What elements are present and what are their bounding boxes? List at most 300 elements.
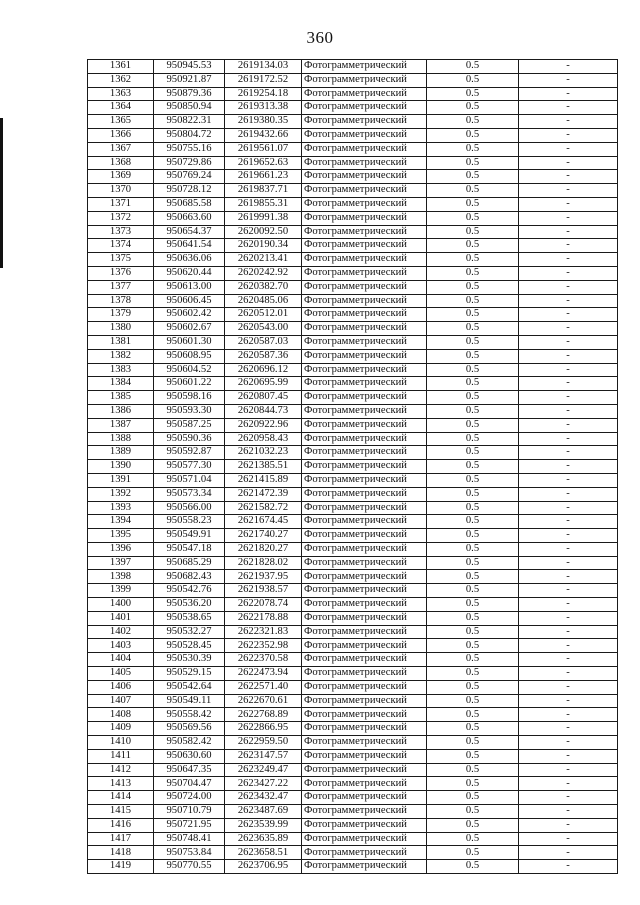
x-coordinate-cell: 950704.47 bbox=[154, 777, 225, 791]
table-row bbox=[88, 266, 618, 280]
accuracy-cell: 0.5 bbox=[427, 73, 519, 87]
note-cell: - bbox=[519, 611, 618, 625]
point-number-cell: 1380 bbox=[88, 322, 154, 336]
method-cell: Фотограмметрический bbox=[302, 763, 427, 777]
method-cell: Фотограмметрический bbox=[302, 860, 427, 874]
table-row bbox=[88, 335, 618, 349]
point-number-cell: 1403 bbox=[88, 639, 154, 653]
x-coordinate-cell: 950945.53 bbox=[154, 60, 225, 74]
accuracy-cell: 0.5 bbox=[427, 736, 519, 750]
note-cell: - bbox=[519, 542, 618, 556]
table-row bbox=[88, 156, 618, 170]
y-coordinate-cell: 2622768.89 bbox=[225, 708, 302, 722]
method-cell: Фотограмметрический bbox=[302, 142, 427, 156]
x-coordinate-cell: 950592.87 bbox=[154, 446, 225, 460]
note-cell: - bbox=[519, 598, 618, 612]
point-number-cell: 1401 bbox=[88, 611, 154, 625]
method-cell: Фотограмметрический bbox=[302, 556, 427, 570]
table-row bbox=[88, 73, 618, 87]
x-coordinate-cell: 950685.29 bbox=[154, 556, 225, 570]
point-number-cell: 1374 bbox=[88, 239, 154, 253]
point-number-cell: 1406 bbox=[88, 680, 154, 694]
y-coordinate-cell: 2620213.41 bbox=[225, 253, 302, 267]
y-coordinate-cell: 2623539.99 bbox=[225, 818, 302, 832]
accuracy-cell: 0.5 bbox=[427, 101, 519, 115]
accuracy-cell: 0.5 bbox=[427, 432, 519, 446]
table-row bbox=[88, 763, 618, 777]
method-cell: Фотограмметрический bbox=[302, 653, 427, 667]
y-coordinate-cell: 2621938.57 bbox=[225, 584, 302, 598]
x-coordinate-cell: 950542.64 bbox=[154, 680, 225, 694]
table-row bbox=[88, 170, 618, 184]
y-coordinate-cell: 2619380.35 bbox=[225, 115, 302, 129]
x-coordinate-cell: 950601.30 bbox=[154, 335, 225, 349]
point-number-cell: 1419 bbox=[88, 860, 154, 874]
x-coordinate-cell: 950549.11 bbox=[154, 694, 225, 708]
y-coordinate-cell: 2620695.99 bbox=[225, 377, 302, 391]
method-cell: Фотограмметрический bbox=[302, 280, 427, 294]
note-cell: - bbox=[519, 253, 618, 267]
method-cell: Фотограмметрический bbox=[302, 253, 427, 267]
x-coordinate-cell: 950582.42 bbox=[154, 736, 225, 750]
method-cell: Фотограмметрический bbox=[302, 542, 427, 556]
table-row bbox=[88, 777, 618, 791]
y-coordinate-cell: 2621582.72 bbox=[225, 501, 302, 515]
point-number-cell: 1366 bbox=[88, 128, 154, 142]
note-cell: - bbox=[519, 239, 618, 253]
accuracy-cell: 0.5 bbox=[427, 529, 519, 543]
note-cell: - bbox=[519, 818, 618, 832]
table-row bbox=[88, 680, 618, 694]
x-coordinate-cell: 950682.43 bbox=[154, 570, 225, 584]
point-number-cell: 1389 bbox=[88, 446, 154, 460]
accuracy-cell: 0.5 bbox=[427, 515, 519, 529]
x-coordinate-cell: 950663.60 bbox=[154, 211, 225, 225]
y-coordinate-cell: 2623658.51 bbox=[225, 846, 302, 860]
table-row bbox=[88, 708, 618, 722]
point-number-cell: 1407 bbox=[88, 694, 154, 708]
x-coordinate-cell: 950620.44 bbox=[154, 266, 225, 280]
note-cell: - bbox=[519, 322, 618, 336]
x-coordinate-cell: 950641.54 bbox=[154, 239, 225, 253]
y-coordinate-cell: 2619661.23 bbox=[225, 170, 302, 184]
table-row bbox=[88, 749, 618, 763]
y-coordinate-cell: 2621740.27 bbox=[225, 529, 302, 543]
method-cell: Фотограмметрический bbox=[302, 432, 427, 446]
method-cell: Фотограмметрический bbox=[302, 791, 427, 805]
accuracy-cell: 0.5 bbox=[427, 239, 519, 253]
accuracy-cell: 0.5 bbox=[427, 763, 519, 777]
accuracy-cell: 0.5 bbox=[427, 280, 519, 294]
page-number: 360 bbox=[306, 28, 334, 47]
method-cell: Фотограмметрический bbox=[302, 694, 427, 708]
x-coordinate-cell: 950647.35 bbox=[154, 763, 225, 777]
table-row bbox=[88, 404, 618, 418]
x-coordinate-cell: 950590.36 bbox=[154, 432, 225, 446]
accuracy-cell: 0.5 bbox=[427, 584, 519, 598]
table-row bbox=[88, 473, 618, 487]
table-row bbox=[88, 542, 618, 556]
point-number-cell: 1371 bbox=[88, 197, 154, 211]
x-coordinate-cell: 950654.37 bbox=[154, 225, 225, 239]
y-coordinate-cell: 2621415.89 bbox=[225, 473, 302, 487]
x-coordinate-cell: 950748.41 bbox=[154, 832, 225, 846]
accuracy-cell: 0.5 bbox=[427, 791, 519, 805]
table-row bbox=[88, 377, 618, 391]
accuracy-cell: 0.5 bbox=[427, 598, 519, 612]
table-row bbox=[88, 818, 618, 832]
x-coordinate-cell: 950529.15 bbox=[154, 667, 225, 681]
note-cell: - bbox=[519, 805, 618, 819]
note-cell: - bbox=[519, 432, 618, 446]
table-row bbox=[88, 211, 618, 225]
point-number-cell: 1363 bbox=[88, 87, 154, 101]
y-coordinate-cell: 2621472.39 bbox=[225, 487, 302, 501]
x-coordinate-cell: 950630.60 bbox=[154, 749, 225, 763]
coordinates-table bbox=[87, 59, 618, 874]
point-number-cell: 1394 bbox=[88, 515, 154, 529]
y-coordinate-cell: 2620922.96 bbox=[225, 418, 302, 432]
table-row bbox=[88, 391, 618, 405]
method-cell: Фотограмметрический bbox=[302, 170, 427, 184]
point-number-cell: 1370 bbox=[88, 184, 154, 198]
table-row bbox=[88, 611, 618, 625]
x-coordinate-cell: 950547.18 bbox=[154, 542, 225, 556]
table-row bbox=[88, 322, 618, 336]
y-coordinate-cell: 2622352.98 bbox=[225, 639, 302, 653]
note-cell: - bbox=[519, 860, 618, 874]
accuracy-cell: 0.5 bbox=[427, 363, 519, 377]
method-cell: Фотограмметрический bbox=[302, 101, 427, 115]
method-cell: Фотограмметрический bbox=[302, 639, 427, 653]
accuracy-cell: 0.5 bbox=[427, 156, 519, 170]
accuracy-cell: 0.5 bbox=[427, 225, 519, 239]
note-cell: - bbox=[519, 60, 618, 74]
y-coordinate-cell: 2621674.45 bbox=[225, 515, 302, 529]
y-coordinate-cell: 2619432.66 bbox=[225, 128, 302, 142]
y-coordinate-cell: 2623706.95 bbox=[225, 860, 302, 874]
method-cell: Фотограмметрический bbox=[302, 377, 427, 391]
point-number-cell: 1381 bbox=[88, 335, 154, 349]
table-row bbox=[88, 846, 618, 860]
note-cell: - bbox=[519, 529, 618, 543]
table-row bbox=[88, 184, 618, 198]
y-coordinate-cell: 2622866.95 bbox=[225, 722, 302, 736]
y-coordinate-cell: 2619652.63 bbox=[225, 156, 302, 170]
y-coordinate-cell: 2621937.95 bbox=[225, 570, 302, 584]
method-cell: Фотограмметрический bbox=[302, 363, 427, 377]
accuracy-cell: 0.5 bbox=[427, 266, 519, 280]
accuracy-cell: 0.5 bbox=[427, 556, 519, 570]
note-cell: - bbox=[519, 570, 618, 584]
x-coordinate-cell: 950602.42 bbox=[154, 308, 225, 322]
accuracy-cell: 0.5 bbox=[427, 749, 519, 763]
table-row bbox=[88, 722, 618, 736]
point-number-cell: 1378 bbox=[88, 294, 154, 308]
point-number-cell: 1405 bbox=[88, 667, 154, 681]
method-cell: Фотограмметрический bbox=[302, 625, 427, 639]
point-number-cell: 1372 bbox=[88, 211, 154, 225]
y-coordinate-cell: 2620543.00 bbox=[225, 322, 302, 336]
x-coordinate-cell: 950598.16 bbox=[154, 391, 225, 405]
accuracy-cell: 0.5 bbox=[427, 322, 519, 336]
x-coordinate-cell: 950569.56 bbox=[154, 722, 225, 736]
note-cell: - bbox=[519, 280, 618, 294]
point-number-cell: 1404 bbox=[88, 653, 154, 667]
x-coordinate-cell: 950822.31 bbox=[154, 115, 225, 129]
accuracy-cell: 0.5 bbox=[427, 805, 519, 819]
method-cell: Фотограмметрический bbox=[302, 611, 427, 625]
x-coordinate-cell: 950606.45 bbox=[154, 294, 225, 308]
table-row bbox=[88, 805, 618, 819]
y-coordinate-cell: 2620092.50 bbox=[225, 225, 302, 239]
point-number-cell: 1388 bbox=[88, 432, 154, 446]
table-row bbox=[88, 87, 618, 101]
point-number-cell: 1368 bbox=[88, 156, 154, 170]
accuracy-cell: 0.5 bbox=[427, 404, 519, 418]
y-coordinate-cell: 2619837.71 bbox=[225, 184, 302, 198]
table-row bbox=[88, 556, 618, 570]
y-coordinate-cell: 2620190.34 bbox=[225, 239, 302, 253]
y-coordinate-cell: 2622670.61 bbox=[225, 694, 302, 708]
y-coordinate-cell: 2619991.38 bbox=[225, 211, 302, 225]
note-cell: - bbox=[519, 225, 618, 239]
accuracy-cell: 0.5 bbox=[427, 142, 519, 156]
note-cell: - bbox=[519, 294, 618, 308]
accuracy-cell: 0.5 bbox=[427, 60, 519, 74]
table-row bbox=[88, 115, 618, 129]
point-number-cell: 1373 bbox=[88, 225, 154, 239]
accuracy-cell: 0.5 bbox=[427, 184, 519, 198]
table-row bbox=[88, 446, 618, 460]
x-coordinate-cell: 950636.06 bbox=[154, 253, 225, 267]
point-number-cell: 1398 bbox=[88, 570, 154, 584]
note-cell: - bbox=[519, 473, 618, 487]
note-cell: - bbox=[519, 418, 618, 432]
x-coordinate-cell: 950558.23 bbox=[154, 515, 225, 529]
note-cell: - bbox=[519, 501, 618, 515]
y-coordinate-cell: 2622078.74 bbox=[225, 598, 302, 612]
table-row bbox=[88, 308, 618, 322]
accuracy-cell: 0.5 bbox=[427, 391, 519, 405]
table-row bbox=[88, 225, 618, 239]
note-cell: - bbox=[519, 197, 618, 211]
note-cell: - bbox=[519, 404, 618, 418]
point-number-cell: 1390 bbox=[88, 460, 154, 474]
note-cell: - bbox=[519, 625, 618, 639]
point-number-cell: 1417 bbox=[88, 832, 154, 846]
x-coordinate-cell: 950608.95 bbox=[154, 349, 225, 363]
x-coordinate-cell: 950577.30 bbox=[154, 460, 225, 474]
method-cell: Фотограмметрический bbox=[302, 115, 427, 129]
y-coordinate-cell: 2620844.73 bbox=[225, 404, 302, 418]
note-cell: - bbox=[519, 763, 618, 777]
table-row bbox=[88, 253, 618, 267]
y-coordinate-cell: 2623147.57 bbox=[225, 749, 302, 763]
point-number-cell: 1400 bbox=[88, 598, 154, 612]
y-coordinate-cell: 2619254.18 bbox=[225, 87, 302, 101]
accuracy-cell: 0.5 bbox=[427, 667, 519, 681]
method-cell: Фотограмметрический bbox=[302, 266, 427, 280]
y-coordinate-cell: 2623427.22 bbox=[225, 777, 302, 791]
point-number-cell: 1367 bbox=[88, 142, 154, 156]
method-cell: Фотограмметрический bbox=[302, 473, 427, 487]
point-number-cell: 1410 bbox=[88, 736, 154, 750]
note-cell: - bbox=[519, 335, 618, 349]
accuracy-cell: 0.5 bbox=[427, 253, 519, 267]
accuracy-cell: 0.5 bbox=[427, 680, 519, 694]
note-cell: - bbox=[519, 377, 618, 391]
note-cell: - bbox=[519, 832, 618, 846]
point-number-cell: 1408 bbox=[88, 708, 154, 722]
method-cell: Фотограмметрический bbox=[302, 294, 427, 308]
accuracy-cell: 0.5 bbox=[427, 501, 519, 515]
y-coordinate-cell: 2620807.45 bbox=[225, 391, 302, 405]
method-cell: Фотограмметрический bbox=[302, 184, 427, 198]
method-cell: Фотограмметрический bbox=[302, 446, 427, 460]
method-cell: Фотограмметрический bbox=[302, 736, 427, 750]
note-cell: - bbox=[519, 653, 618, 667]
method-cell: Фотограмметрический bbox=[302, 846, 427, 860]
x-coordinate-cell: 950755.16 bbox=[154, 142, 225, 156]
y-coordinate-cell: 2622321.83 bbox=[225, 625, 302, 639]
x-coordinate-cell: 950753.84 bbox=[154, 846, 225, 860]
x-coordinate-cell: 950532.27 bbox=[154, 625, 225, 639]
x-coordinate-cell: 950566.00 bbox=[154, 501, 225, 515]
point-number-cell: 1392 bbox=[88, 487, 154, 501]
method-cell: Фотограмметрический bbox=[302, 570, 427, 584]
method-cell: Фотограмметрический bbox=[302, 391, 427, 405]
table-row bbox=[88, 280, 618, 294]
accuracy-cell: 0.5 bbox=[427, 818, 519, 832]
point-number-cell: 1377 bbox=[88, 280, 154, 294]
method-cell: Фотограмметрический bbox=[302, 73, 427, 87]
accuracy-cell: 0.5 bbox=[427, 570, 519, 584]
note-cell: - bbox=[519, 722, 618, 736]
accuracy-cell: 0.5 bbox=[427, 542, 519, 556]
table-row bbox=[88, 570, 618, 584]
method-cell: Фотограмметрический bbox=[302, 529, 427, 543]
x-coordinate-cell: 950721.95 bbox=[154, 818, 225, 832]
x-coordinate-cell: 950542.76 bbox=[154, 584, 225, 598]
note-cell: - bbox=[519, 115, 618, 129]
y-coordinate-cell: 2621820.27 bbox=[225, 542, 302, 556]
accuracy-cell: 0.5 bbox=[427, 694, 519, 708]
note-cell: - bbox=[519, 391, 618, 405]
point-number-cell: 1369 bbox=[88, 170, 154, 184]
note-cell: - bbox=[519, 487, 618, 501]
note-cell: - bbox=[519, 694, 618, 708]
note-cell: - bbox=[519, 680, 618, 694]
accuracy-cell: 0.5 bbox=[427, 832, 519, 846]
y-coordinate-cell: 2620485.06 bbox=[225, 294, 302, 308]
note-cell: - bbox=[519, 749, 618, 763]
accuracy-cell: 0.5 bbox=[427, 197, 519, 211]
y-coordinate-cell: 2619855.31 bbox=[225, 197, 302, 211]
point-number-cell: 1395 bbox=[88, 529, 154, 543]
x-coordinate-cell: 950530.39 bbox=[154, 653, 225, 667]
point-number-cell: 1383 bbox=[88, 363, 154, 377]
method-cell: Фотограмметрический bbox=[302, 225, 427, 239]
point-number-cell: 1409 bbox=[88, 722, 154, 736]
note-cell: - bbox=[519, 639, 618, 653]
y-coordinate-cell: 2619134.03 bbox=[225, 60, 302, 74]
method-cell: Фотограмметрический bbox=[302, 87, 427, 101]
note-cell: - bbox=[519, 184, 618, 198]
x-coordinate-cell: 950573.34 bbox=[154, 487, 225, 501]
x-coordinate-cell: 950587.25 bbox=[154, 418, 225, 432]
x-coordinate-cell: 950770.55 bbox=[154, 860, 225, 874]
point-number-cell: 1411 bbox=[88, 749, 154, 763]
point-number-cell: 1391 bbox=[88, 473, 154, 487]
method-cell: Фотограмметрический bbox=[302, 308, 427, 322]
y-coordinate-cell: 2620587.03 bbox=[225, 335, 302, 349]
table-row bbox=[88, 501, 618, 515]
accuracy-cell: 0.5 bbox=[427, 487, 519, 501]
method-cell: Фотограмметрический bbox=[302, 418, 427, 432]
y-coordinate-cell: 2623432.47 bbox=[225, 791, 302, 805]
point-number-cell: 1416 bbox=[88, 818, 154, 832]
point-number-cell: 1376 bbox=[88, 266, 154, 280]
note-cell: - bbox=[519, 211, 618, 225]
accuracy-cell: 0.5 bbox=[427, 777, 519, 791]
x-coordinate-cell: 950613.00 bbox=[154, 280, 225, 294]
note-cell: - bbox=[519, 667, 618, 681]
x-coordinate-cell: 950528.45 bbox=[154, 639, 225, 653]
x-coordinate-cell: 950769.24 bbox=[154, 170, 225, 184]
point-number-cell: 1385 bbox=[88, 391, 154, 405]
note-cell: - bbox=[519, 349, 618, 363]
point-number-cell: 1384 bbox=[88, 377, 154, 391]
accuracy-cell: 0.5 bbox=[427, 87, 519, 101]
accuracy-cell: 0.5 bbox=[427, 625, 519, 639]
accuracy-cell: 0.5 bbox=[427, 170, 519, 184]
table-row bbox=[88, 239, 618, 253]
y-coordinate-cell: 2621032.23 bbox=[225, 446, 302, 460]
y-coordinate-cell: 2620587.36 bbox=[225, 349, 302, 363]
accuracy-cell: 0.5 bbox=[427, 846, 519, 860]
point-number-cell: 1361 bbox=[88, 60, 154, 74]
point-number-cell: 1382 bbox=[88, 349, 154, 363]
method-cell: Фотограмметрический bbox=[302, 128, 427, 142]
table-row bbox=[88, 432, 618, 446]
note-cell: - bbox=[519, 584, 618, 598]
accuracy-cell: 0.5 bbox=[427, 308, 519, 322]
y-coordinate-cell: 2620382.70 bbox=[225, 280, 302, 294]
table-row bbox=[88, 460, 618, 474]
x-coordinate-cell: 950724.00 bbox=[154, 791, 225, 805]
y-coordinate-cell: 2622178.88 bbox=[225, 611, 302, 625]
point-number-cell: 1414 bbox=[88, 791, 154, 805]
method-cell: Фотограмметрический bbox=[302, 349, 427, 363]
y-coordinate-cell: 2620696.12 bbox=[225, 363, 302, 377]
note-cell: - bbox=[519, 736, 618, 750]
table-row bbox=[88, 128, 618, 142]
point-number-cell: 1364 bbox=[88, 101, 154, 115]
point-number-cell: 1393 bbox=[88, 501, 154, 515]
x-coordinate-cell: 950593.30 bbox=[154, 404, 225, 418]
margin-scan-mark bbox=[0, 118, 3, 268]
accuracy-cell: 0.5 bbox=[427, 128, 519, 142]
y-coordinate-cell: 2620958.43 bbox=[225, 432, 302, 446]
point-number-cell: 1386 bbox=[88, 404, 154, 418]
point-number-cell: 1413 bbox=[88, 777, 154, 791]
note-cell: - bbox=[519, 128, 618, 142]
table-row bbox=[88, 653, 618, 667]
note-cell: - bbox=[519, 87, 618, 101]
accuracy-cell: 0.5 bbox=[427, 446, 519, 460]
point-number-cell: 1412 bbox=[88, 763, 154, 777]
